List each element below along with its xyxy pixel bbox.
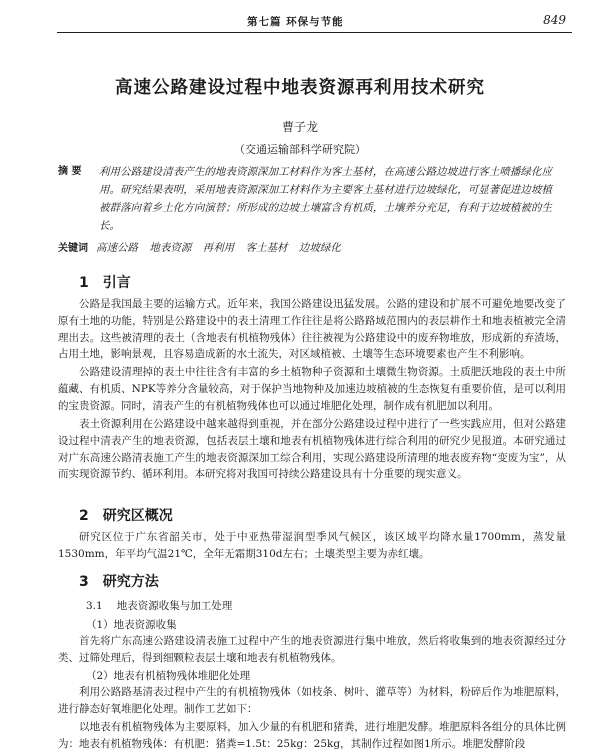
section-heading-intro [79,272,131,292]
paragraph: 研究区位于广东省韶关市，处于中亚热带湿润型季风气候区，该区域平均降水量1700mm，蒸发量1530mm，年平均气温21℃，全年无霜期310d左右；土壤类型主要为赤红壤。 [58,531,566,560]
section-title: 研究区概况 [102,508,173,524]
section-number: 2 [79,508,89,524]
paragraph: 公路建设清理掉的表土中往往含有丰富的乡土植物种子资源和土壤微生物资源。土质肥沃地段的表土中所蕴藏、有机质、NPK等养分含量较高，对于保护当地物种及加速边坡植被的生态恢复有重要价值，是可以利用的宝贵资源。同时，清表产生的有机植物残体也可以通过堆肥化处理，制作成有机肥加以利用。 [58,366,566,412]
abstract-text: 利用公路建设清表产生的地表资源深加工材料作为客土基材，在高速公路边坡进行客土喷播绿化应用。研究结果表明，采用地表资源深加工材料作为主要客土基材进行边坡绿化，可显著促进边坡植被群落向着乡土化方向演替；所形成的边坡土壤富含有机质，土壤养分充足，有利于边坡植被的生长。 [99,166,552,232]
item-heading: （2）地表有机植物残体堆肥化处理 [86,670,251,682]
section-heading-methods [79,571,159,591]
section-title: 研究方法 [102,574,159,590]
paragraph: 表土资源利用在公路建设中越来越得到重视，并在部分公路建设过程中进行了一些实践应用，但对公路建设过程中清表产生的地表资源，包括表层土壤和地表有机植物残体进行综合利用的研究少见报道。本研究通过对广东高速公路清表施工产生的地表资源深加工综合利用，实现公路建设所清理的地表废弃物“变废为宝”，从而实现资源节约、循环利用。本研究将对我国可持续公路建设具有十分重要的现实意义。 [58,418,566,481]
subsection-title: 地表资源收集与加工处理 [116,600,233,612]
abstract [58,163,552,235]
subsection-number: 3.1 [86,600,103,612]
running-header [57,12,572,33]
section-heading-study-area [79,505,173,525]
keywords-value: 高速公路 地表资源 再利用 客土基材 边坡绿化 [96,242,341,254]
section-number: 3 [79,574,89,590]
affiliation: （交通运输部科学研究院） [234,143,366,156]
abstract-label: 摘 要 [58,166,82,177]
section-number: 1 [79,275,89,291]
paper-title: 高速公路建设过程中地表资源再利用技术研究 [115,78,485,98]
subsection-heading [86,598,232,613]
paragraph: 以地表有机植物残体为主要原料，加入少量的有机肥和猪粪，进行堆肥发酵。堆肥原料各组分的具体比例为：地表有机植物残体：有机肥：猪粪=1.5t：25kg：25kg，其制作过程如图1所示。堆肥发酵阶段 [58,721,566,750]
chapter-title: 第七篇 环保与节能 [247,16,344,28]
paragraph: 利用公路路基清表过程中产生的有机植物残体（如枝条、树叶、灌草等）为材料，粉碎后作为堆肥原料，进行静态好氧堆肥化处理。制作工艺如下： [58,686,566,715]
author: 曹子龙 [281,120,318,134]
paragraph: 公路是我国最主要的运输方式。近年来，我国公路建设迅猛发展。公路的建设和扩展不可避免地要改变了原有土地的功能，特别是公路建设中的表土清理工作往往是将公路路域范围内的表层耕作土和地表植被完全清理出去。这些被清理的表土（含地表有机植物残体）往往被视为公路建设中的废弃物堆放，形成新的弃渣场，占用土地，影响景观，且容易造成新的水土流失，对区域植被、土壤等生态环境要素也产生不利影响。 [58,298,566,361]
page-number: 849 [543,13,566,27]
paragraph: 首先将广东高速公路建设清表施工过程中产生的地表资源进行集中堆放，然后将收集到的地表资源经过分类、过筛处理后，得到细颗粒表层土壤和地表有机植物残体。 [58,635,566,664]
keywords [58,239,552,258]
item-heading: （1）地表资源收集 [86,619,177,631]
keywords-label: 关键词 [58,243,88,254]
section-title: 引言 [102,275,131,291]
